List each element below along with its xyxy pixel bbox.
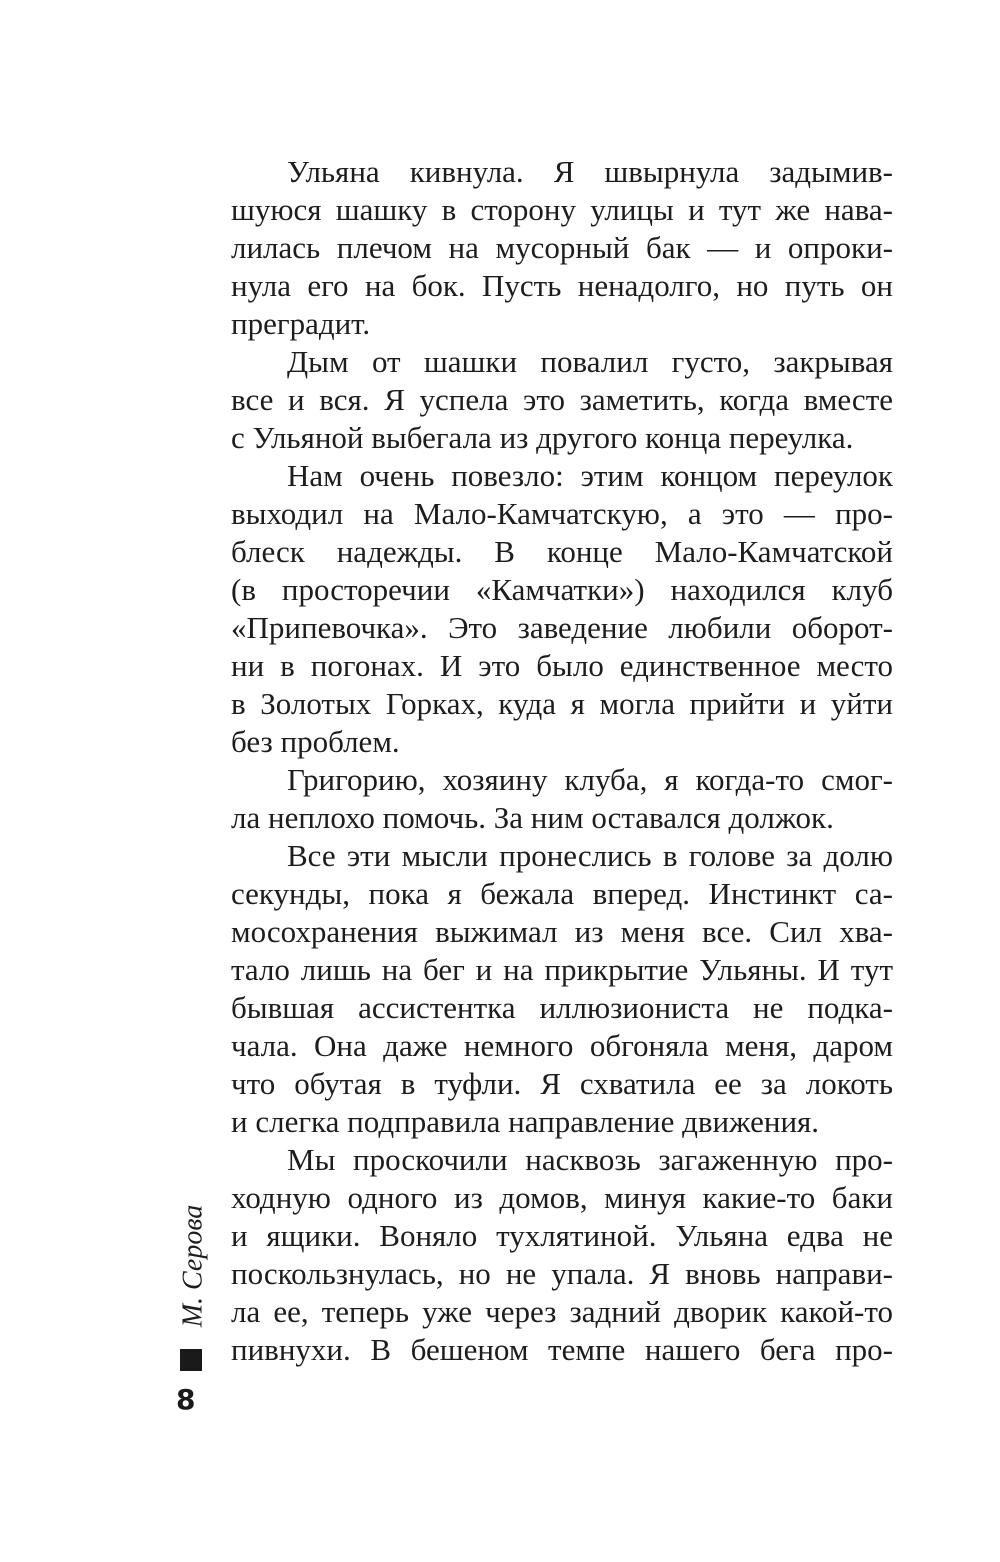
page-number: 8 <box>176 1383 196 1416</box>
text-line: ходную одного из домов, минуя какие-то баки <box>231 1180 893 1215</box>
text-line: без проблем. <box>231 724 400 759</box>
body-text <box>231 153 893 1369</box>
text-line: нула его на бок. Пусть ненадолго, но путь он <box>231 268 893 303</box>
running-head-marker <box>180 1349 202 1371</box>
text-line: поскользнулась, но не упала. Я вновь направи- <box>231 1256 893 1291</box>
text-line: блеск надежды. В конце Мало-Камчатской <box>231 534 893 569</box>
text-line: Все эти мысли пронеслись в голове за долю <box>287 838 893 873</box>
text-line: и ящики. Воняло тухлятиной. Ульяна едва не <box>231 1218 893 1253</box>
text-line: в Золотых Горках, куда я могла прийти и уйти <box>231 686 893 721</box>
text-line: Мы проскочили насквозь загаженную про- <box>287 1142 893 1177</box>
text-line: преградит. <box>231 306 371 341</box>
text-line: чала. Она даже немного обгоняла меня, даром <box>231 1028 893 1063</box>
text-line: и слегка подправила направление движения. <box>231 1104 820 1139</box>
text-line: с Ульяной выбегала из другого конца переулка. <box>231 420 854 455</box>
text-line: ла ее, теперь уже через задний дворик какой-то <box>231 1294 893 1329</box>
text-line: ни в погонах. И это было единственное место <box>231 648 893 683</box>
text-line: лилась плечом на мусорный бак — и опроки- <box>231 230 893 265</box>
text-line: Ульяна кивнула. Я швырнула задымив- <box>287 154 893 189</box>
text-line: Дым от шашки повалил густо, закрывая <box>287 344 893 379</box>
text-line: шуюся шашку в сторону улицы и тут же нава- <box>231 192 893 227</box>
text-line: что обутая в туфли. Я схватила ее за локоть <box>231 1066 893 1101</box>
text-line: «Припевочка». Это заведение любили оборот- <box>231 610 893 645</box>
text-line: секунды, пока я бежала вперед. Инстинкт са- <box>231 876 893 911</box>
text-line: Нам очень повезло: этим концом переулок <box>287 458 893 493</box>
text-line: (в просторечии «Камчатки») находился клуб <box>231 572 893 607</box>
text-line: мосохранения выжимал из меня все. Сил хва- <box>231 914 893 949</box>
text-line: выходил на Мало-Камчатскую, а это — про- <box>231 496 893 531</box>
text-line: пивнухи. В бешеном темпе нашего бега про- <box>231 1332 893 1367</box>
text-line: все и вся. Я успела это заметить, когда вместе <box>231 382 893 417</box>
text-line: бывшая ассистентка иллюзиониста не подка- <box>231 990 893 1025</box>
text-line: Григорию, хозяину клуба, я когда-то смог- <box>287 762 893 797</box>
text-line: ла неплохо помочь. За ним оставался должок. <box>231 800 834 835</box>
text-line: тало лишь на бег и на прикрытие Ульяны. И тут <box>231 952 893 987</box>
running-head-author <box>173 1196 213 1336</box>
author-name: М. Серова <box>177 1204 208 1328</box>
